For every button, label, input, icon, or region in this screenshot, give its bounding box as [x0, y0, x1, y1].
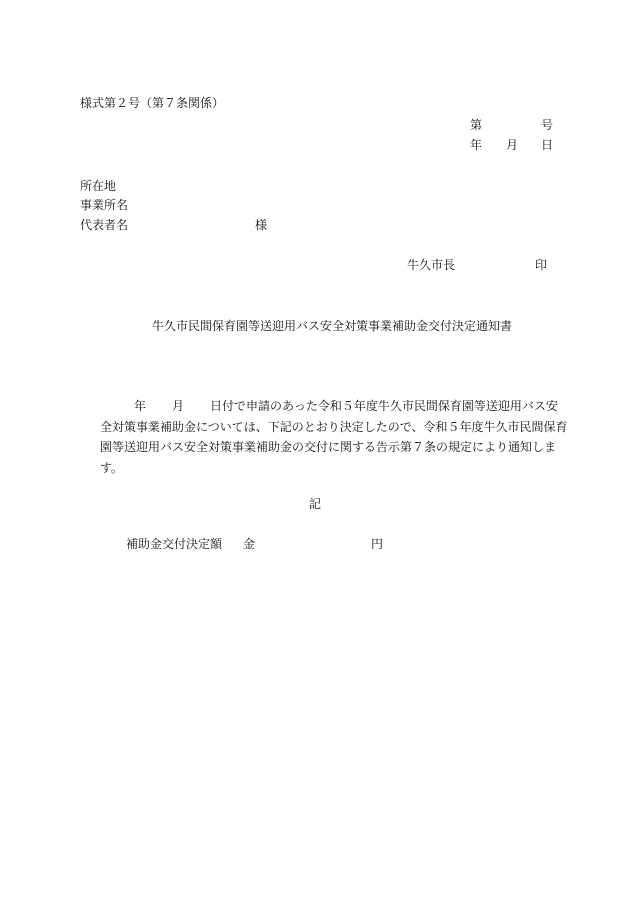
- document-number-suffix: 号: [541, 118, 554, 132]
- issuer-title: 牛久市長: [407, 258, 456, 272]
- document-title: 牛久市民間保育園等送迎用バス安全対策事業補助金交付決定通知書: [152, 319, 513, 333]
- body-line-1-text: 日付で申請のあった令和５年度牛久市民間保育園等送迎用バス安: [210, 399, 558, 413]
- body-month-label: 月: [172, 399, 185, 413]
- body-line-3: 園等送迎用バス安全対策事業補助金の交付に関する告示第７条の規定により通知しま: [100, 440, 557, 454]
- amount-kin-label: 金: [243, 537, 256, 551]
- body-paragraph: [100, 396, 568, 478]
- body-line-2: 全対策事業補助金については、下記のとおり決定したので、令和５年度牛久市民間保育: [100, 419, 568, 434]
- addressee-honorific: 様: [255, 218, 268, 232]
- addressee-office-label: 事業所名: [80, 198, 129, 212]
- issuer-seal: 印: [535, 258, 548, 272]
- document-number-prefix: 第: [470, 118, 483, 132]
- body-line-4: す。: [100, 460, 124, 475]
- date-day-label: 日: [541, 138, 554, 152]
- body-line-1: [100, 396, 556, 417]
- body-year-label: 年: [134, 399, 147, 413]
- addressee-location-label: 所在地: [80, 179, 117, 193]
- amount-yen-label: 円: [371, 537, 384, 551]
- form-label: 様式第２号（第７条関係）: [80, 96, 225, 110]
- addressee-representative-label: 代表者名: [80, 218, 129, 232]
- amount-label: 補助金交付決定額: [126, 537, 223, 551]
- date-year-label: 年: [470, 138, 483, 152]
- record-heading: 記: [309, 497, 322, 511]
- date-month-label: 月: [506, 138, 519, 152]
